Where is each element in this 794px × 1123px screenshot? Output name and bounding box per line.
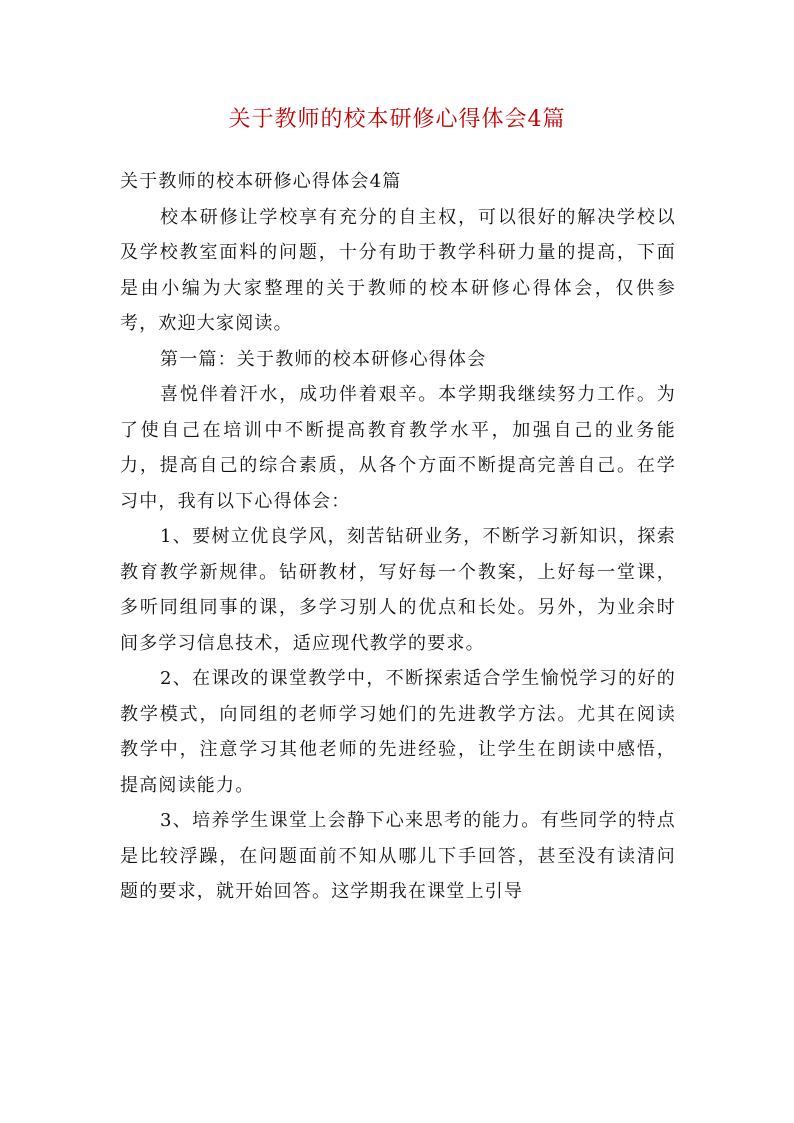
- intro-paragraph: 校本研修让学校享有充分的自主权，可以很好的解决学校以及学校教室面料的问题，十分有助于教学科研力量的提高，下面是由小编为大家整理的关于教师的校本研修心得体会，仅供参考，欢迎大家阅读。: [120, 206, 676, 334]
- document-body: [120, 164, 676, 910]
- document-title: 关于教师的校本研修心得体会4篇: [228, 107, 566, 132]
- body-paragraph: 喜悦伴着汗水，成功伴着艰辛。本学期我继续努力工作。为了使自己在培训中不断提高教育教学水平，加强自己的业务能力，提高自己的综合素质，从各个方面不断提高完善自己。在学习中，我有以下心得体会：: [120, 384, 676, 512]
- list-item-2: 2、在课改的课堂教学中，不断探索适合学生愉悦学习的好的教学模式，向同组的老师学习她们的先进教学方法。尤其在阅读教学中，注意学习其他老师的先进经验，让学生在朗读中感悟，提高阅读能力。: [120, 668, 676, 796]
- document-subtitle: 关于教师的校本研修心得体会4篇: [120, 171, 402, 192]
- section-heading: 第一篇：关于教师的校本研修心得体会: [160, 348, 487, 370]
- list-item-1: 1、要树立优良学风，刻苦钻研业务，不断学习新知识，探索教育教学新规律。钻研教材，写好每一个教案，上好每一堂课，多听同组同事的课，多学习别人的优点和长处。另外，为业余时间多学习信息技术，适应现代教学的要求。: [120, 526, 676, 654]
- list-item-3: 3、培养学生课堂上会静下心来思考的能力。有些同学的特点是比较浮躁，在问题面前不知从哪儿下手回答，甚至没有读清问题的要求，就开始回答。这学期我在课堂上引导: [120, 810, 676, 902]
